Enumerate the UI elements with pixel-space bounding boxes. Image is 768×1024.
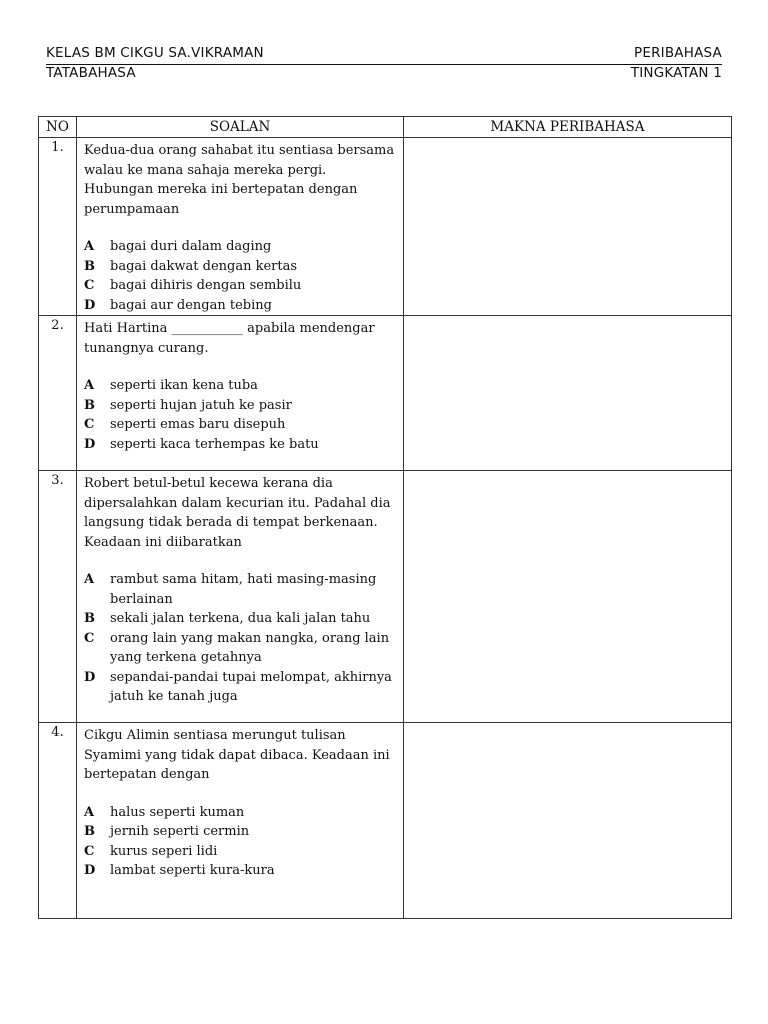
column-header-soalan: SOALAN (77, 117, 404, 138)
question-cell (77, 471, 404, 723)
answer-cell[interactable] (404, 471, 732, 723)
question-text: Hati Hartina ___________ apabila mendengar tunangnya curang. (84, 321, 375, 356)
option-letter: D (84, 297, 96, 313)
question-number: 4. (39, 723, 77, 919)
option-letter: B (84, 824, 95, 839)
question-text: Cikgu Alimin sentiasa merungut tulisan Syamimi yang tidak dapat dibaca. Keadaan ini bertepatan dengan (84, 728, 390, 782)
option-letter: A (84, 239, 95, 254)
column-header-makna: MAKNA PERIBAHASA (404, 117, 732, 138)
option-d (84, 668, 397, 707)
option-letter: A (84, 572, 95, 587)
option-text: seperti kaca terhempas ke batu (110, 436, 319, 452)
question-number: 2. (39, 316, 77, 471)
option-letter: C (84, 630, 95, 646)
answer-cell[interactable] (404, 138, 732, 316)
option-d (84, 435, 397, 455)
question-number: 1. (39, 138, 77, 316)
subject-title: TATABAHASA (46, 65, 136, 81)
option-text: seperti ikan kena tuba (110, 378, 258, 393)
option-c (84, 415, 397, 435)
answer-cell[interactable] (404, 723, 732, 919)
class-title: KELAS BM CIKGU SA.VIKRAMAN (46, 45, 264, 61)
option-c (84, 276, 397, 296)
option-letter: D (84, 436, 96, 452)
answer-cell[interactable] (404, 316, 732, 471)
option-text: bagai duri dalam daging (110, 239, 272, 254)
option-a (84, 376, 397, 396)
option-text: sepandai-pandai tupai melompat, akhirnya jatuh ke tanah juga (110, 669, 392, 704)
option-b (84, 609, 397, 629)
option-letter: C (84, 843, 95, 859)
option-text: bagai aur dengan tebing (110, 297, 272, 313)
option-b (84, 396, 397, 416)
option-letter: B (84, 397, 95, 413)
option-letter: C (84, 278, 95, 293)
table-row (39, 471, 732, 723)
option-letter: C (84, 417, 95, 432)
question-number: 3. (39, 471, 77, 723)
question-cell (77, 723, 404, 919)
question-text: Robert betul-betul kecewa kerana dia dipersalahkan dalam kecurian itu. Padahal dia langsung tidak berada di tempat berkenaan. Keadaan ini diibaratkan (84, 476, 391, 550)
option-text: rambut sama hitam, hati masing-masing berlainan (110, 572, 377, 607)
option-text: orang lain yang makan nangka, orang lain yang terkena getahnya (110, 630, 390, 665)
option-b (84, 822, 397, 842)
option-text: lambat seperti kura-kura (110, 863, 275, 878)
option-d (84, 296, 397, 316)
header-top-row (46, 45, 722, 63)
column-header-no: NO (39, 117, 77, 138)
option-c (84, 629, 397, 668)
option-letter: B (84, 258, 95, 274)
option-b (84, 257, 397, 277)
option-text: seperti hujan jatuh ke pasir (110, 397, 292, 413)
option-letter: A (84, 378, 95, 393)
table-row (39, 316, 732, 471)
option-c (84, 842, 397, 862)
option-text: kurus seperi lidi (110, 843, 218, 859)
option-a (84, 803, 397, 823)
table-row (39, 723, 732, 919)
option-letter: D (84, 669, 96, 685)
option-a (84, 237, 397, 257)
question-table (38, 116, 732, 919)
option-text: jernih seperti cermin (110, 824, 250, 839)
option-letter: D (84, 863, 96, 878)
option-letter: B (84, 611, 95, 626)
option-text: bagai dakwat dengan kertas (110, 258, 298, 274)
option-d (84, 861, 397, 881)
topic-title: PERIBAHASA (634, 45, 722, 61)
option-text: seperti emas baru disepuh (110, 417, 286, 432)
option-text: sekali jalan terkena, dua kali jalan tahu (110, 611, 371, 626)
level-title: TINGKATAN 1 (630, 65, 722, 81)
option-letter: A (84, 804, 95, 820)
option-text: bagai dihiris dengan sembilu (110, 278, 302, 293)
option-a (84, 570, 397, 609)
header-bottom-row (46, 65, 722, 83)
option-text: halus seperti kuman (110, 804, 245, 820)
question-cell (77, 138, 404, 316)
question-cell (77, 316, 404, 471)
question-text: Kedua-dua orang sahabat itu sentiasa bersama walau ke mana sahaja mereka pergi. Hubungan mereka ini bertepatan dengan perumpamaan (84, 143, 395, 217)
table-header-row (39, 117, 732, 138)
table-row (39, 138, 732, 316)
